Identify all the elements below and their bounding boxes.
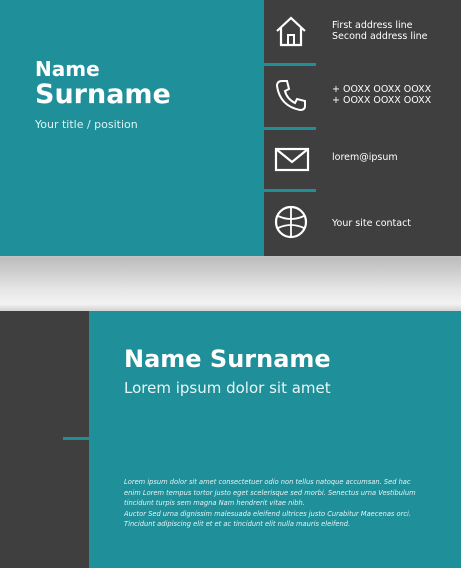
website-text: Your site contact bbox=[332, 218, 412, 229]
body-line: Lorem ipsum dolor sit amet consectetuer odio non tellus natoque accumsan. Sed hac bbox=[124, 478, 411, 486]
back-subtitle: Lorem ipsum dolor sit amet bbox=[124, 379, 331, 397]
address-line-1: First address line bbox=[332, 20, 413, 31]
body-line: enim Lorem tempus tortor justo eget scelerisque sed morbi. Senectus urna Vestibulum bbox=[124, 488, 416, 497]
contact-row-email bbox=[264, 130, 461, 190]
mail-icon bbox=[274, 142, 310, 176]
email-text: lorem@ipsum bbox=[332, 152, 398, 163]
business-card-back bbox=[0, 311, 461, 568]
phone-line-1: + OOXX OOXX OOXX bbox=[332, 84, 432, 95]
contact-row-phone bbox=[264, 66, 461, 128]
front-name: Name bbox=[35, 57, 100, 81]
contact-row-address bbox=[264, 0, 461, 64]
home-icon bbox=[274, 14, 308, 48]
back-title: Name Surname bbox=[124, 345, 331, 373]
back-accent-bar bbox=[63, 437, 89, 440]
contact-row-website bbox=[264, 192, 461, 256]
globe-icon bbox=[274, 205, 308, 239]
body-line: Tincidunt adipiscing elit et et ac tincidunt elit nulla mauris eleifend. bbox=[124, 520, 351, 528]
body-line: Auctor Sed urna dignissim malesuada eleifend ultrices justo Curabitur Maecenas orci. bbox=[124, 509, 412, 518]
front-surname: Surname bbox=[35, 79, 171, 110]
front-teal-panel bbox=[0, 0, 264, 256]
body-line: tincidunt turpis sem magna Nam hendrerit vitae nibh. bbox=[124, 499, 305, 507]
business-card-front bbox=[0, 0, 461, 256]
phone-icon bbox=[274, 78, 308, 112]
front-title: Your title / position bbox=[35, 118, 138, 131]
front-contact-panel bbox=[264, 0, 461, 256]
phone-line-2: + OOXX OOXX OOXX bbox=[332, 95, 432, 106]
address-line-2: Second address line bbox=[332, 31, 428, 42]
back-body-text bbox=[124, 477, 424, 530]
